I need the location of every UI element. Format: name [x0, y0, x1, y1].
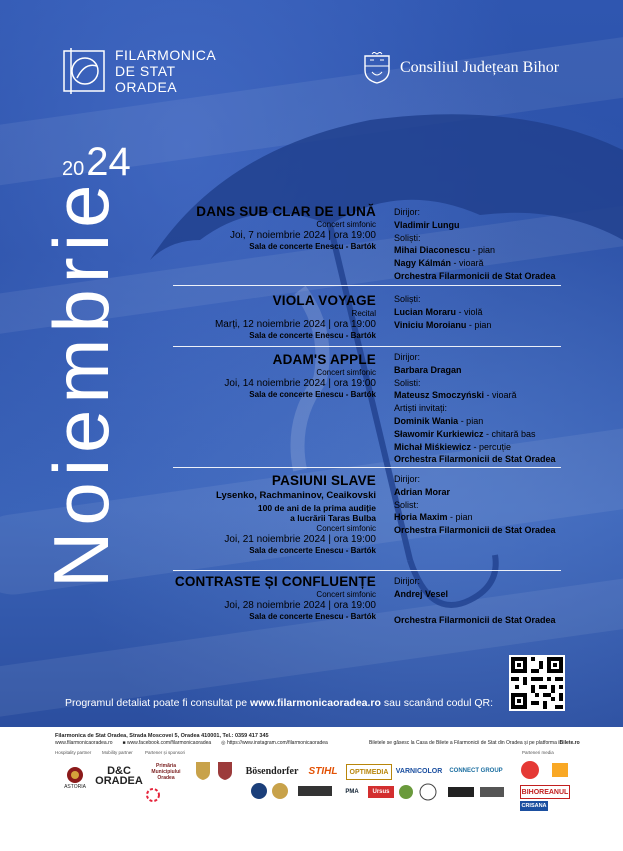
credit-name: Michał Miśkiewicz: [394, 441, 472, 452]
filarmonica-logo-icon: [63, 48, 107, 94]
month-title: Noiembrie: [37, 178, 125, 588]
credit-name: Horia Maxim: [394, 512, 448, 523]
media-logos-icon: [520, 759, 572, 781]
credit-name: Orchestra Filarmonicii de Stat Oradea: [394, 614, 556, 625]
qr-code[interactable]: [509, 655, 565, 711]
credit-suffix: - violă: [456, 306, 483, 317]
credit-name: Orchestra Filarmonicii de Stat Oradea: [394, 454, 556, 465]
program-note: [65, 697, 493, 709]
sponsor-stihl: STIHL: [308, 765, 338, 777]
event-3-details: [224, 352, 376, 399]
logo-line: FILARMONICA: [115, 47, 217, 63]
sponsor-dc: D&C ORADEA: [95, 765, 143, 787]
sponsor-sdg: [145, 787, 161, 803]
credit-name: Mateusz Smoczyński: [394, 390, 485, 401]
website-link[interactable]: www.filarmonicaoradea.ro: [250, 697, 381, 709]
event-date: Joi, 7 noiembrie 2024 | ora 19:00: [229, 230, 376, 241]
credit-role: Soliști:: [394, 232, 421, 243]
crests-icon: [194, 760, 238, 780]
credit-role: Dirijor:: [394, 474, 420, 484]
event-hall: Sala de concerte Enescu - Bartók: [249, 546, 376, 555]
credit-name: Barbara Dragan: [394, 364, 462, 375]
credit-name: Adrian Morar: [394, 486, 451, 497]
event-hall: Sala de concerte Enescu - Bartók: [249, 242, 376, 251]
footer-tickets: Biletele se găsesc la Casa de Bilete a Filarmonicii de Stat din Oradea și pe platforma iBilete.ro: [369, 740, 580, 746]
event-date: Joi, 28 noiembrie 2024 | ora 19:00: [224, 600, 376, 611]
sponsor-ursus: Ursus: [368, 786, 394, 798]
credit-name: Lucian Moraru: [394, 306, 457, 317]
event-title: PASIUNI SLAVE: [271, 473, 376, 488]
footer-heading: Partener și sponsori: [145, 750, 186, 755]
event-2-credits: [394, 293, 491, 331]
event-subtitle: Lysenko, Rachmaninov, Ceaikovski: [216, 490, 376, 501]
event-type: Concert simfonic: [316, 220, 376, 229]
tickets-platform[interactable]: iBilete.ro: [558, 740, 580, 746]
sponsor-pma: PMA: [345, 789, 359, 795]
council-crest-icon: [362, 52, 392, 84]
logo-line: DE STAT: [115, 63, 176, 79]
event-divider: [173, 346, 561, 347]
sponsor-more-logos: [398, 782, 508, 802]
filarmonica-logo: [63, 47, 216, 95]
sponsor-astoria: ASTORIA: [58, 762, 92, 794]
sponsor-crisana: CRISANA: [521, 803, 547, 809]
event-title: CONTRASTE ȘI CONFLUENȚE: [174, 574, 376, 589]
event-5-details: [175, 574, 376, 621]
event-hall: Sala de concerte Enescu - Bartók: [249, 390, 376, 399]
event-hall: Sala de concerte Enescu - Bartók: [249, 612, 376, 621]
credit-suffix: - vioară: [484, 390, 517, 401]
event-hall: Sala de concerte Enescu - Bartók: [249, 331, 376, 340]
sponsor-bosendorfer: Bösendorfer: [245, 765, 299, 777]
event-title: VIOLA VOYAGE: [272, 293, 376, 308]
credit-name: Orchestra Filarmonicii de Stat Oradea: [394, 525, 556, 536]
event-title: ADAM'S APPLE: [272, 352, 376, 367]
credit-role: Artiști invitați:: [394, 403, 448, 414]
program-note-text: Programul detaliat poate fi consultat pe: [65, 697, 251, 709]
event-title: DANS SUB CLAR DE LUNĂ: [196, 204, 376, 219]
credit-suffix: - pian: [470, 245, 496, 256]
credit-name: Dominik Wania: [394, 415, 459, 426]
logo-line: ORADEA: [115, 79, 178, 95]
council-name: Consiliul Județean Bihor: [400, 59, 560, 76]
event-divider: [173, 467, 561, 468]
credit-name: Viniciu Moroianu: [394, 319, 467, 330]
sponsor-primaria: Primăria Municipiului Oradea: [151, 763, 181, 781]
credit-name: Andrej Vesel: [394, 588, 449, 599]
year-part-2: 24: [86, 140, 131, 184]
credit-name: Nagy Kálmán: [394, 258, 452, 269]
sponsor-media-logos: [520, 759, 572, 781]
footer-website[interactable]: www.filarmonicaoradea.ro: [55, 740, 113, 746]
credit-name: Orchestra Filarmonicii de Stat Oradea: [394, 270, 556, 281]
credit-role: Soliști:: [394, 294, 421, 304]
event-type: Concert simfonic: [316, 590, 376, 599]
footer-links: [55, 740, 328, 746]
council-logo: [362, 52, 559, 84]
more-logos-icon: [398, 782, 508, 802]
event-divider: [173, 285, 561, 286]
sponsor-bihoreanul: BIHOREANUL: [520, 785, 570, 799]
credit-name: Vladimir Lungu: [394, 219, 460, 230]
event-date: Marți, 12 noiembrie 2024 | ora 19:00: [214, 319, 376, 330]
credit-role: Dirijor:: [394, 207, 420, 217]
credit-role: Solist:: [394, 499, 419, 510]
event-divider: [173, 570, 561, 571]
credit-suffix: - pian: [458, 415, 484, 426]
credit-suffix: - vioară: [451, 258, 484, 269]
event-type: Concert simfonic: [316, 368, 376, 377]
credit-suffix: - pian: [447, 512, 473, 523]
footer-heading: Parteneri media: [522, 750, 554, 755]
event-2-details: [215, 293, 376, 340]
qr-code-icon: [511, 657, 563, 709]
program-note-text: sau scanând codul QR:: [380, 697, 494, 709]
credit-suffix: - percuție: [471, 441, 512, 452]
sponsor-crests: [194, 760, 238, 780]
footer: [0, 727, 623, 851]
event-date: Joi, 21 noiembrie 2024 | ora 19:00: [224, 534, 376, 545]
event-4-details: [216, 473, 376, 555]
credit-role: Dirijor:: [394, 576, 420, 586]
credit-name: Mihai Diaconescu: [394, 245, 471, 256]
credit-role: Solisti:: [394, 377, 421, 388]
sponsor-connect: CONNECT GROUP: [449, 768, 503, 774]
sponsor-small-logos: [250, 782, 334, 800]
credit-suffix: - chitară bas: [483, 428, 536, 439]
small-logos-icon: [250, 782, 334, 800]
credit-suffix: - pian: [466, 319, 492, 330]
facebook-link[interactable]: ■ www.facebook.com/filarmonicaoradea: [122, 740, 212, 746]
event-subtitle: 100 de ani de la prima audiție: [257, 503, 376, 513]
astoria-icon: [66, 766, 84, 784]
year-part-1: 20: [62, 158, 85, 180]
event-date: Joi, 14 noiembrie 2024 | ora 19:00: [224, 378, 376, 389]
sponsor-optimedia: OPTIMEDIA: [346, 764, 392, 780]
sponsor-varnicolor: VARNICOLOR: [395, 767, 443, 775]
event-type: Concert simfonic: [316, 524, 376, 533]
event-type: Recital: [351, 309, 376, 318]
footer-heading: Hospitality partner: [55, 750, 92, 755]
event-1-credits: [394, 206, 556, 283]
event-subtitle: a lucrării Taras Bulba: [290, 513, 376, 523]
credit-role: Dirijor:: [394, 352, 420, 362]
instagram-link[interactable]: ◎ https://www.instagram.com/filarmonicaoradea: [221, 740, 328, 746]
event-1-details: [196, 204, 376, 251]
event-4-credits: [394, 473, 556, 537]
footer-address: Filarmonica de Stat Oradea, Strada Moscovei 5, Oradea 410001, Tel.: 0359 417 345: [55, 733, 269, 739]
event-3-credits: [394, 351, 556, 466]
event-5-credits: [394, 575, 556, 626]
footer-heading: Mobility partner: [102, 750, 133, 755]
sdg-icon: [146, 788, 160, 802]
credit-name: Sławomir Kurkiewicz: [394, 428, 484, 439]
